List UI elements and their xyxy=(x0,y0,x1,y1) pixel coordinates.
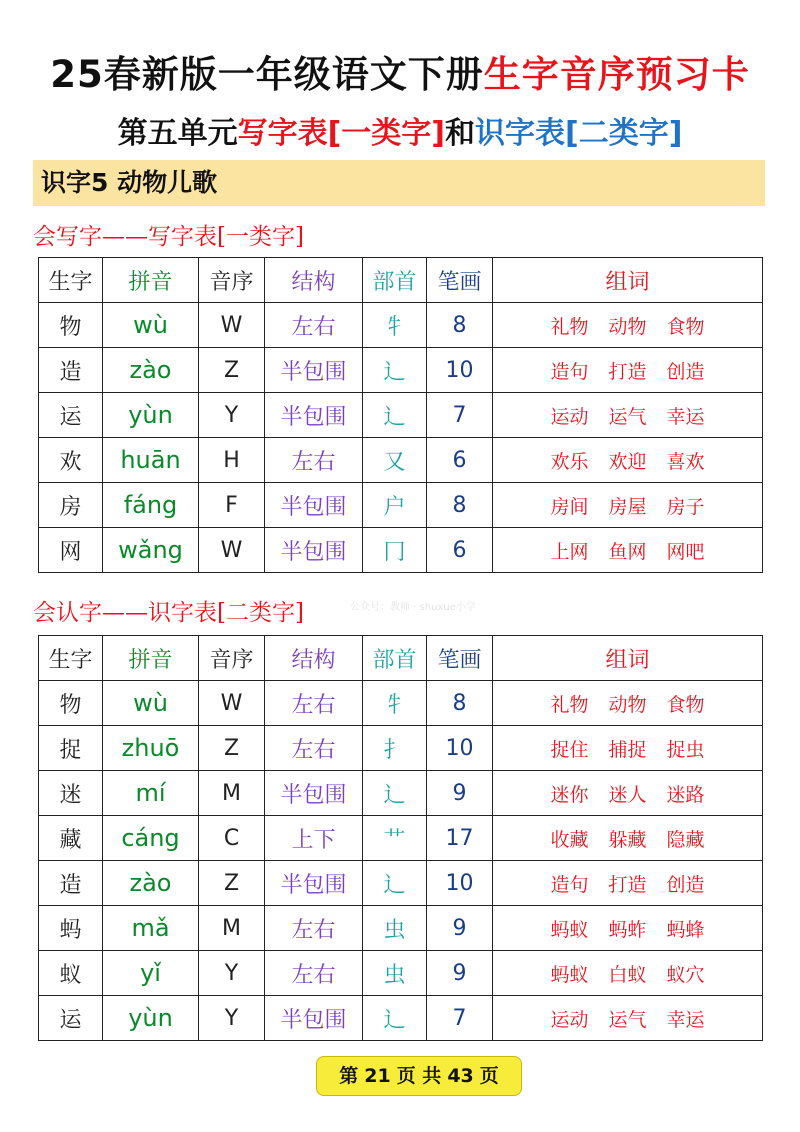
cell-struct: 左右 xyxy=(265,303,363,348)
cell-pinyin: wù xyxy=(103,681,199,726)
cell-seq: Y xyxy=(199,393,265,438)
cell-seq: Y xyxy=(199,951,265,996)
cell-words xyxy=(493,483,763,528)
cell-strokes: 6 xyxy=(427,528,493,573)
cell-pinyin: cáng xyxy=(103,816,199,861)
cell-radical: 牜 xyxy=(363,681,427,726)
table-row xyxy=(39,393,763,438)
cell-seq: W xyxy=(199,303,265,348)
cell-radical: 扌 xyxy=(363,726,427,771)
word-item: 造句 xyxy=(550,360,589,383)
word-item: 蚁穴 xyxy=(666,963,705,986)
cell-seq: H xyxy=(199,438,265,483)
cell-seq: M xyxy=(199,771,265,816)
word-item: 运气 xyxy=(608,1008,647,1031)
read-section-label: 会认字——识字表[二类字] xyxy=(33,600,304,626)
cell-radical: 辶 xyxy=(363,393,427,438)
cell-strokes: 10 xyxy=(427,861,493,906)
word-item: 蚂蜂 xyxy=(666,918,705,941)
header-struct: 结构 xyxy=(265,636,363,681)
word-item: 鱼网 xyxy=(608,540,647,563)
cell-words xyxy=(493,303,763,348)
cell-char: 房 xyxy=(39,483,103,528)
read-table xyxy=(38,635,763,1041)
cell-pinyin: yùn xyxy=(103,996,199,1041)
cell-pinyin: yǐ xyxy=(103,951,199,996)
cell-struct: 半包围 xyxy=(265,861,363,906)
word-item: 打造 xyxy=(608,873,647,896)
cell-strokes: 9 xyxy=(427,906,493,951)
cell-words xyxy=(493,438,763,483)
cell-seq: M xyxy=(199,906,265,951)
word-item: 造句 xyxy=(550,873,589,896)
cell-words xyxy=(493,861,763,906)
cell-words xyxy=(493,816,763,861)
cell-seq: C xyxy=(199,816,265,861)
table-row xyxy=(39,816,763,861)
word-item: 食物 xyxy=(666,315,705,338)
cell-struct: 左右 xyxy=(265,906,363,951)
word-item: 房屋 xyxy=(608,495,647,518)
cell-radical: 辶 xyxy=(363,996,427,1041)
header-strokes: 笔画 xyxy=(427,258,493,303)
header-radical: 部首 xyxy=(363,258,427,303)
cell-radical: 又 xyxy=(363,438,427,483)
header-words: 组词 xyxy=(493,636,763,681)
cell-pinyin: fáng xyxy=(103,483,199,528)
cell-struct: 左右 xyxy=(265,726,363,771)
subtitle-write-table: 写字表[一类字] xyxy=(237,116,445,151)
cell-char: 物 xyxy=(39,303,103,348)
header-radical: 部首 xyxy=(363,636,427,681)
table-row xyxy=(39,951,763,996)
cell-pinyin: mí xyxy=(103,771,199,816)
cell-struct: 左右 xyxy=(265,951,363,996)
title-main: 25春新版一年级语文下册 xyxy=(50,53,484,96)
word-item: 房间 xyxy=(550,495,589,518)
cell-words xyxy=(493,951,763,996)
write-table xyxy=(38,257,763,573)
page-title xyxy=(0,44,800,98)
cell-char: 欢 xyxy=(39,438,103,483)
cell-words xyxy=(493,528,763,573)
word-item: 动物 xyxy=(608,315,647,338)
cell-char: 造 xyxy=(39,861,103,906)
header-pinyin: 拼音 xyxy=(103,636,199,681)
table-header-row xyxy=(39,636,763,681)
word-item: 运动 xyxy=(550,1008,589,1031)
subtitle-and: 和 xyxy=(445,116,475,151)
table-row xyxy=(39,771,763,816)
page-indicator xyxy=(316,1056,522,1096)
header-strokes: 笔画 xyxy=(427,636,493,681)
word-item: 幸运 xyxy=(666,405,705,428)
cell-pinyin: huān xyxy=(103,438,199,483)
cell-struct: 左右 xyxy=(265,681,363,726)
cell-pinyin: wù xyxy=(103,303,199,348)
word-item: 收藏 xyxy=(550,828,589,851)
cell-radical: 艹 xyxy=(363,816,427,861)
cell-radical: 户 xyxy=(363,483,427,528)
cell-struct: 半包围 xyxy=(265,528,363,573)
cell-words xyxy=(493,906,763,951)
cell-strokes: 7 xyxy=(427,996,493,1041)
word-item: 迷人 xyxy=(608,783,647,806)
cell-strokes: 17 xyxy=(427,816,493,861)
cell-strokes: 8 xyxy=(427,303,493,348)
cell-char: 造 xyxy=(39,348,103,393)
cell-words xyxy=(493,996,763,1041)
footer-total-pages: 43 xyxy=(447,1065,474,1087)
cell-words xyxy=(493,393,763,438)
cell-char: 运 xyxy=(39,393,103,438)
cell-pinyin: zào xyxy=(103,348,199,393)
cell-radical: 冂 xyxy=(363,528,427,573)
word-item: 喜欢 xyxy=(666,450,705,473)
word-item: 白蚁 xyxy=(608,963,647,986)
subtitle-read-table: 识字表[二类字] xyxy=(475,116,683,151)
word-item: 欢迎 xyxy=(608,450,647,473)
word-item: 创造 xyxy=(666,360,705,383)
word-item: 蚂蚁 xyxy=(550,918,589,941)
cell-char: 网 xyxy=(39,528,103,573)
cell-strokes: 8 xyxy=(427,483,493,528)
cell-seq: Y xyxy=(199,996,265,1041)
word-item: 捕捉 xyxy=(608,738,647,761)
cell-char: 藏 xyxy=(39,816,103,861)
word-item: 欢乐 xyxy=(550,450,589,473)
cell-strokes: 9 xyxy=(427,951,493,996)
header-seq: 音序 xyxy=(199,636,265,681)
cell-radical: 虫 xyxy=(363,951,427,996)
cell-strokes: 10 xyxy=(427,726,493,771)
cell-seq: Z xyxy=(199,861,265,906)
word-item: 运气 xyxy=(608,405,647,428)
cell-pinyin: mǎ xyxy=(103,906,199,951)
table-row xyxy=(39,861,763,906)
cell-radical: 辶 xyxy=(363,861,427,906)
word-item: 动物 xyxy=(608,693,647,716)
table-row xyxy=(39,303,763,348)
word-item: 食物 xyxy=(666,693,705,716)
word-item: 礼物 xyxy=(550,693,589,716)
word-item: 礼物 xyxy=(550,315,589,338)
footer-current-page: 21 xyxy=(364,1065,391,1087)
cell-char: 迷 xyxy=(39,771,103,816)
footer-suffix: 页 xyxy=(479,1065,499,1087)
cell-pinyin: yùn xyxy=(103,393,199,438)
page-subtitle xyxy=(0,108,800,152)
cell-radical: 辶 xyxy=(363,348,427,393)
word-item: 迷路 xyxy=(666,783,705,806)
table-row xyxy=(39,906,763,951)
cell-radical: 牜 xyxy=(363,303,427,348)
header-struct: 结构 xyxy=(265,258,363,303)
cell-strokes: 8 xyxy=(427,681,493,726)
table-row xyxy=(39,726,763,771)
word-item: 捉虫 xyxy=(666,738,705,761)
cell-seq: F xyxy=(199,483,265,528)
table-row xyxy=(39,528,763,573)
subtitle-unit: 第五单元 xyxy=(117,116,238,151)
table-row xyxy=(39,348,763,393)
cell-pinyin: zhuō xyxy=(103,726,199,771)
table-row xyxy=(39,438,763,483)
table-header-row xyxy=(39,258,763,303)
word-item: 躲藏 xyxy=(608,828,647,851)
cell-words xyxy=(493,771,763,816)
footer-mid: 页 共 xyxy=(396,1065,442,1087)
cell-pinyin: zào xyxy=(103,861,199,906)
word-item: 上网 xyxy=(550,540,589,563)
lesson-banner xyxy=(33,160,765,206)
cell-char: 物 xyxy=(39,681,103,726)
table-row xyxy=(39,681,763,726)
write-section-label: 会写字——写字表[一类字] xyxy=(33,224,304,250)
cell-seq: W xyxy=(199,681,265,726)
title-highlight: 生字音序预习卡 xyxy=(483,53,750,96)
cell-char: 捉 xyxy=(39,726,103,771)
header-char: 生字 xyxy=(39,258,103,303)
word-item: 蚂蚁 xyxy=(550,963,589,986)
cell-struct: 半包围 xyxy=(265,483,363,528)
cell-struct: 半包围 xyxy=(265,348,363,393)
cell-seq: Z xyxy=(199,348,265,393)
word-item: 房子 xyxy=(666,495,705,518)
word-item: 蚂蚱 xyxy=(608,918,647,941)
lesson-label: 识字5 动物儿歌 xyxy=(41,168,218,197)
cell-seq: W xyxy=(199,528,265,573)
cell-struct: 上下 xyxy=(265,816,363,861)
table-row xyxy=(39,996,763,1041)
cell-strokes: 7 xyxy=(427,393,493,438)
cell-strokes: 9 xyxy=(427,771,493,816)
watermark-text: 公众号：教师 · shuxue小学 xyxy=(350,602,476,613)
cell-radical: 虫 xyxy=(363,906,427,951)
word-item: 捉住 xyxy=(550,738,589,761)
cell-char: 运 xyxy=(39,996,103,1041)
header-seq: 音序 xyxy=(199,258,265,303)
cell-struct: 半包围 xyxy=(265,996,363,1041)
word-item: 隐藏 xyxy=(666,828,705,851)
cell-seq: Z xyxy=(199,726,265,771)
header-pinyin: 拼音 xyxy=(103,258,199,303)
cell-strokes: 6 xyxy=(427,438,493,483)
word-item: 打造 xyxy=(608,360,647,383)
cell-radical: 辶 xyxy=(363,771,427,816)
cell-struct: 半包围 xyxy=(265,393,363,438)
word-item: 幸运 xyxy=(666,1008,705,1031)
word-item: 网吧 xyxy=(666,540,705,563)
header-char: 生字 xyxy=(39,636,103,681)
word-item: 创造 xyxy=(666,873,705,896)
word-item: 迷你 xyxy=(550,783,589,806)
footer-prefix: 第 xyxy=(339,1065,359,1087)
cell-pinyin: wǎng xyxy=(103,528,199,573)
cell-words xyxy=(493,348,763,393)
header-words: 组词 xyxy=(493,258,763,303)
word-item: 运动 xyxy=(550,405,589,428)
cell-char: 蚂 xyxy=(39,906,103,951)
cell-char: 蚁 xyxy=(39,951,103,996)
cell-struct: 左右 xyxy=(265,438,363,483)
cell-struct: 半包围 xyxy=(265,771,363,816)
cell-words xyxy=(493,726,763,771)
table-row xyxy=(39,483,763,528)
cell-strokes: 10 xyxy=(427,348,493,393)
cell-words xyxy=(493,681,763,726)
